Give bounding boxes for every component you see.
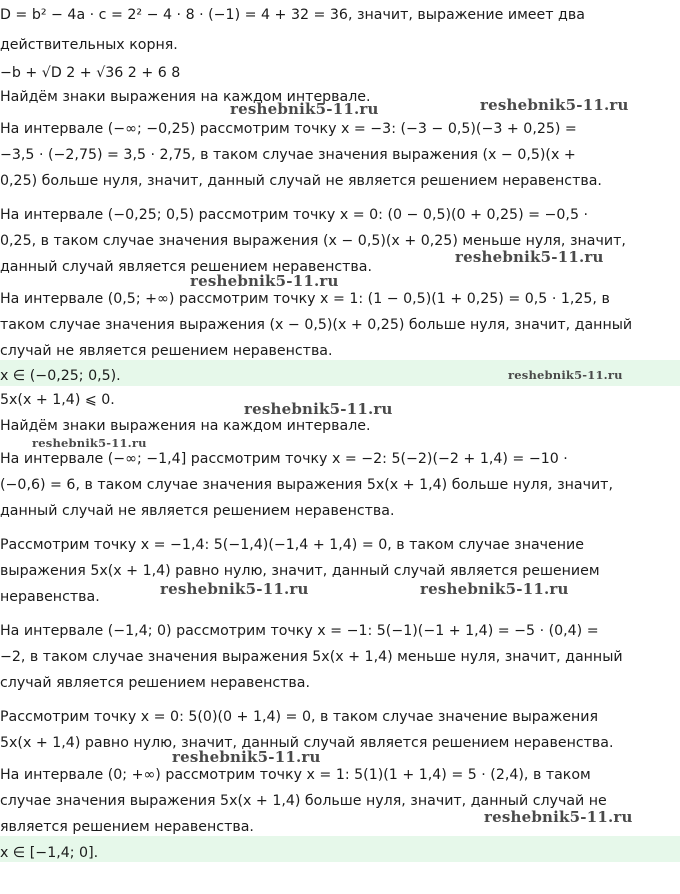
solution-line: 0,25, в таком случае значения выражения (x − 0,5)(x + 0,25) меньше нуля, значит,: [0, 233, 626, 249]
solution-line: случай не является решением неравенства.: [0, 343, 333, 359]
watermark: reshebnik5-11.ru: [244, 400, 393, 418]
watermark: reshebnik5-11.ru: [32, 436, 147, 450]
answer-highlight-band: [0, 836, 680, 862]
solution-line: является решением неравенства.: [0, 819, 254, 835]
watermark: reshebnik5-11.ru: [508, 368, 623, 382]
watermark: reshebnik5-11.ru: [190, 272, 339, 290]
solution-line: случай является решением неравенства.: [0, 675, 310, 691]
solution-line: данный случай является решением неравенства.: [0, 259, 372, 275]
solution-line: Найдём знаки выражения на каждом интервале.: [0, 89, 371, 105]
solution-line: действительных корня.: [0, 37, 178, 53]
solution-line: данный случай не является решением неравенства.: [0, 503, 395, 519]
solution-line: На интервале (−∞; −0,25) рассмотрим точку x = −3: (−3 − 0,5)(−3 + 0,25) =: [0, 121, 577, 137]
solution-line: 0,25) больше нуля, значит, данный случай не является решением неравенства.: [0, 173, 602, 189]
watermark: reshebnik5-11.ru: [230, 100, 379, 118]
solution-line: выражения 5x(x + 1,4) равно нулю, значит, данный случай является решением: [0, 563, 600, 579]
watermark: reshebnik5-11.ru: [420, 580, 569, 598]
solution-line: x ∈ [−1,4; 0].: [0, 845, 99, 861]
solution-line: 5x(x + 1,4) ⩽ 0.: [0, 392, 115, 408]
solution-line: неравенства.: [0, 589, 100, 605]
solution-line: таком случае значения выражения (x − 0,5)(x + 0,25) больше нуля, значит, данный: [0, 317, 633, 333]
solution-line: −3,5 · (−2,75) = 3,5 · 2,75, в таком случае значения выражения (x − 0,5)(x +: [0, 147, 576, 163]
solution-line: На интервале (0; +∞) рассмотрим точку x = 1: 5(1)(1 + 1,4) = 5 · (2,4), в таком: [0, 767, 591, 783]
solution-line: −2, в таком случае значения выражения 5x(x + 1,4) меньше нуля, значит, данный: [0, 649, 623, 665]
solution-line: На интервале (−1,4; 0) рассмотрим точку x = −1: 5(−1)(−1 + 1,4) = −5 · (0,4) =: [0, 623, 599, 639]
solution-line: Найдём знаки выражения на каждом интервале.: [0, 418, 371, 434]
solution-line: Рассмотрим точку x = 0: 5(0)(0 + 1,4) = 0, в таком случае значение выражения: [0, 709, 599, 725]
solution-line: На интервале (−0,25; 0,5) рассмотрим точку x = 0: (0 − 0,5)(0 + 0,25) = −0,5 ·: [0, 207, 588, 223]
solution-line: D = b² − 4a · c = 2² − 4 · 8 · (−1) = 4 + 32 = 36, значит, выражение имеет два: [0, 7, 585, 23]
solution-line: 5x(x + 1,4) равно нулю, значит, данный случай является решением неравенства.: [0, 735, 614, 751]
watermark: reshebnik5-11.ru: [480, 96, 629, 114]
watermark: reshebnik5-11.ru: [484, 808, 633, 826]
solution-line: Рассмотрим точку x = −1,4: 5(−1,4)(−1,4 + 1,4) = 0, в таком случае значение: [0, 537, 584, 553]
solution-line: На интервале (0,5; +∞) рассмотрим точку x = 1: (1 − 0,5)(1 + 0,25) = 0,5 · 1,25, в: [0, 291, 610, 307]
solution-line: На интервале (−∞; −1,4] рассмотрим точку x = −2: 5(−2)(−2 + 1,4) = −10 ·: [0, 451, 568, 467]
solution-line: случае значения выражения 5x(x + 1,4) больше нуля, значит, данный случай не: [0, 793, 607, 809]
watermark: reshebnik5-11.ru: [172, 748, 321, 766]
solution-line: x ∈ (−0,25; 0,5).: [0, 368, 121, 384]
watermark: reshebnik5-11.ru: [160, 580, 309, 598]
solution-line: −b + √D 2 + √36 2 + 6 8: [0, 65, 181, 81]
solution-line: (−0,6) = 6, в таком случае значения выражения 5x(x + 1,4) больше нуля, значит,: [0, 477, 613, 493]
watermark: reshebnik5-11.ru: [455, 248, 604, 266]
